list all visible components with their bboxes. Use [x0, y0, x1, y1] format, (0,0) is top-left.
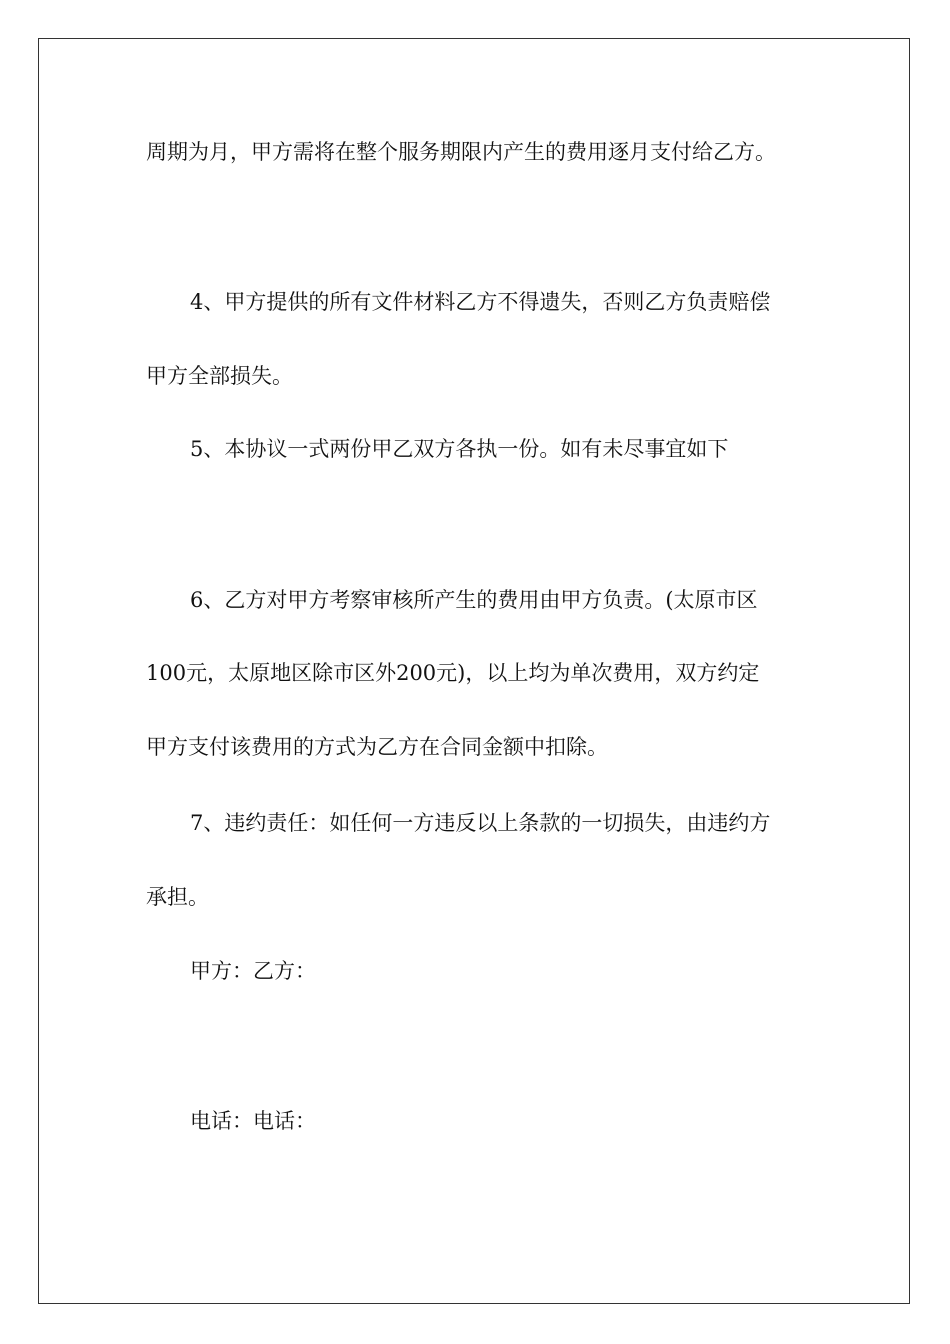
clause-6-line-1: 6、乙方对甲方考察审核所产生的费用由甲方负责。(太原市区 — [190, 588, 758, 612]
clause-4-line-2: 甲方全部损失。 — [146, 364, 293, 388]
phone-line: 电话：电话： — [190, 1109, 316, 1133]
clause-6-line-2: 100元，太原地区除市区外200元)，以上均为单次费用，双方约定 — [146, 661, 760, 685]
clause-7-line-1: 7、违约责任：如任何一方违反以上条款的一切损失，由违约方 — [190, 811, 771, 835]
clause-6-line-3: 甲方支付该费用的方式为乙方在合同金额中扣除。 — [146, 735, 608, 759]
party-signature-line: 甲方：乙方： — [190, 959, 316, 983]
paragraph-line: 周期为月，甲方需将在整个服务期限内产生的费用逐月支付给乙方。 — [146, 140, 776, 164]
clause-5-line: 5、本协议一式两份甲乙双方各执一份。如有未尽事宜如下 — [190, 437, 729, 461]
clause-7-line-2: 承担。 — [146, 885, 209, 909]
clause-4-line-1: 4、甲方提供的所有文件材料乙方不得遗失，否则乙方负责赔偿 — [190, 290, 771, 314]
